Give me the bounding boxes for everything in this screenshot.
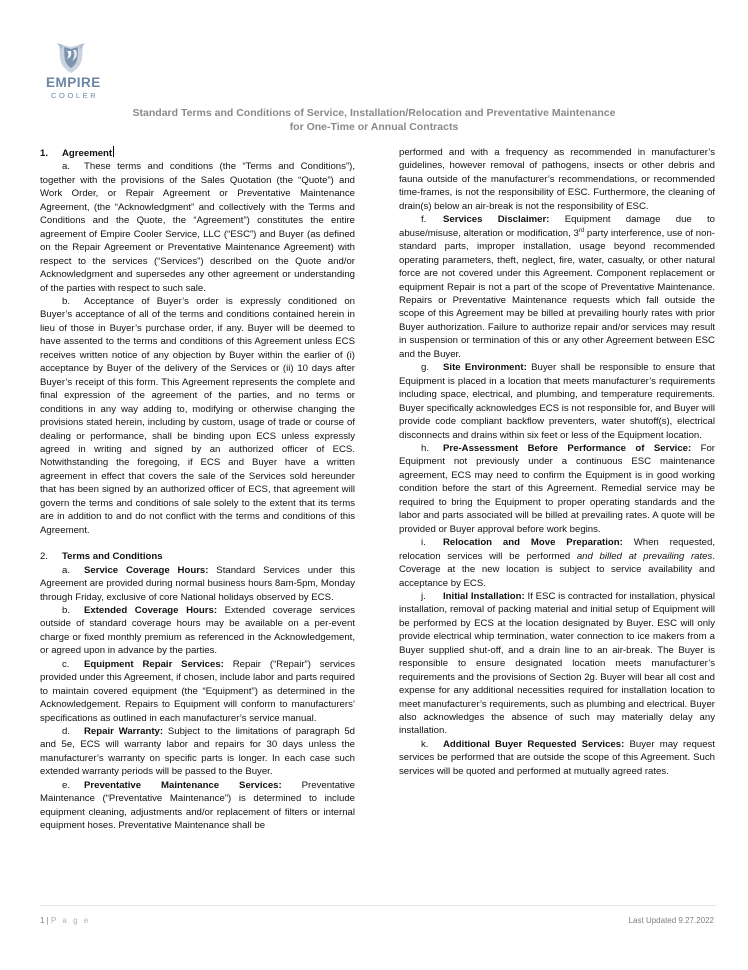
section-heading-terms — [40, 550, 355, 563]
clause-heading: Additional Buyer Requested Services: — [443, 738, 625, 750]
clause-label: b. — [62, 295, 71, 307]
superscript: rd — [578, 227, 585, 234]
clause-1b — [40, 295, 355, 537]
footer-divider — [40, 905, 716, 906]
clause-heading: Pre-Assessment Before Performance of Service: — [443, 442, 692, 454]
clause-heading: Services Disclaimer: — [443, 214, 550, 226]
page-number: 1 — [40, 916, 45, 925]
empire-cooler-shield-icon — [54, 42, 88, 74]
clause-text: When requested, relocation services will be performed — [399, 537, 715, 562]
clause-2e-continued: performed and with a frequency as recommended in manufacturer’s guidelines, however removal of pathogens, insects or other debris and fauna outside of the manufacturer’s recommendations, or recommended time-frames, is not the responsibility of ESC. Furthermore, the cleaning of drain(s) below an air-break is not the responsibility of ESC. — [399, 147, 715, 212]
logo-wordmark-cooler: COOLER — [51, 91, 99, 100]
right-column — [399, 146, 715, 778]
clause-2d — [40, 725, 355, 779]
company-logo — [40, 40, 106, 102]
clause-2a — [40, 564, 355, 604]
clause-heading: Extended Coverage Hours: — [84, 604, 218, 616]
clause-text-cont: party interference, use of non-standard parts, improper installation, usage beyond recommended operating parameters, theft, neglect, fire, water, casualty, or other natural force are not covered under this Agreement. Component replacement or equipment Repair is not a part of the scope of Preventative Maintenance. Repairs or Preventative Maintenance requests which fall outside the scope of this Agreement may be billed at prevailing hourly rates with prior Buyer authorization. Failure to authorize repair and/or services may result in suspension or termination of this or any other Agreement between ESC and the Buyer. — [399, 227, 715, 360]
clause-heading: Initial Installation: — [443, 590, 525, 602]
clause-text: Preventative Maintenance (“Preventative Maintenance”) is determined to include equipment cleaning, adjustments and/or replacement of filters or internal equipment hoses. Preventative Maintenance shall be — [40, 779, 355, 832]
clause-heading: Relocation and Move Preparation: — [443, 537, 623, 549]
footer-last-updated: Last Updated 9.27.2022 — [628, 916, 714, 925]
clause-text: Repair (“Repair”) services provided under this Agreement, if chosen, include labor and parts required to maintain covered equipment (the “Equipment”) as determined in the Acknowledgement. Repairs to Equipment will conform to manufacturers’ specifications as outlined in each manufacturer’s service manual. — [40, 658, 355, 724]
section-heading-agreement — [40, 146, 355, 160]
clause-label: h. — [421, 442, 430, 454]
clause-text: Extended coverage services outside of standard coverage hours may be available on a per-event charge or fixed monthly premium as referenced in the Acknowledgement, or agreed upon in advance by the parties. — [40, 604, 355, 657]
clause-text: Subject to the limitations of paragraph 5d and 5e, ECS will warranty labor and repairs for 30 days unless the manufacturer’s warranty on specific parts is longer. In each case such extended warranty periods will be passed to the Buyer. — [40, 726, 355, 778]
clause-2k — [399, 738, 715, 778]
left-column — [40, 146, 355, 833]
clause-label: e. — [62, 779, 71, 791]
clause-2f — [399, 213, 715, 361]
clause-2b — [40, 604, 355, 658]
section-title: Agreement — [62, 148, 113, 159]
clause-1a — [40, 160, 355, 295]
footer-page-number: 1 | P a g e — [40, 916, 91, 925]
section-title: Terms and Conditions — [62, 551, 163, 563]
clause-2c — [40, 658, 355, 725]
clause-label: g. — [421, 362, 430, 374]
clause-label: i. — [421, 537, 426, 549]
clause-text: Buyer shall be responsible to ensure that Equipment is placed in a location that meets manufacturer’s requirements including space, electrical, and plumbing, and temperature requirements. Buyer specifically acknowledges ECS is not responsible for, and Buyer will provide code compliant backflow preventers, water shutoff(s), electrical disconnects and drains within six feet or less of the Equipment location. — [399, 362, 715, 441]
clause-text: Acceptance of Buyer’s order is expressly conditioned on Buyer’s acceptance of all of the terms and conditions contained herein in lieu of those in Buyer’s purchase order, if any. Buyer will be deemed to have assented to the terms and conditions of this Agreement unless ECS receives written notice of any objection by Buyer within the earlier of (i) acceptance by Buyer of the delivery of the Services or (ii) 10 days after Buyer’s receipt of this form. This Agreement represents the complete and final expression of the agreement of the parties, and no terms or conditions in any way adding to, modifying or otherwise changing the provisions stated herein, including by custom, usage of trade or course of dealing or performance, shall be binding upon ECS unless expressly agreed in writing and signed by an authorized officer of ECS. Notwithstanding the foregoing, if ECS and Buyer have a written agreement in effect that covers the sale of the Services sold hereunder that has been signed by an authorized officer of ECS, that agreement will govern the terms and conditions of sale solely to the extent that its terms are in addition to and do not conflict with the terms and conditions of this Agreement. — [40, 295, 355, 536]
section-number: 1. — [40, 148, 49, 159]
document-title-line2: for One-Time or Annual Contracts — [289, 121, 459, 133]
page-label: P a g e — [50, 916, 91, 925]
clause-text: For Equipment not previously under a continuous ESC maintenance agreement, ECS may need to confirm the Equipment is in good working condition before the start of this Agreement. Remedial service may be required to bring the Equipment to proper operating standards and the labor and parts associated will be billed at prevailing rates. A quote will be provided or Buyer approval before work begins. — [399, 442, 715, 535]
clause-2g — [399, 361, 715, 442]
clause-2j — [399, 590, 715, 738]
clause-heading: Equipment Repair Services: — [84, 658, 224, 670]
clause-2h — [399, 442, 715, 536]
clause-italic-text: and billed at prevailing rates — [576, 550, 713, 562]
logo-wordmark-empire: EMPIRE — [46, 75, 101, 90]
clause-heading: Repair Warranty: — [84, 726, 164, 738]
clause-label: c. — [62, 658, 70, 670]
section-number: 2. — [40, 551, 49, 563]
text-cursor — [113, 146, 114, 157]
clause-text: If ESC is contracted for installation, physical installation, removal of packing material and initial setup of Equipment will be performed by ECS at the location designated by Buyer. ESC will only provide electrical whip termination, water connection to ice makers from a Buyer supplied shut-off, and a drain line to an air-break. The Buyer is responsible to ensure designated location meets manufacturer’s requirements and the provisions of Section 2g. Buyer will bear all cost and expense for any additional necessities required for installation location to meet manufacturer’s requirements, such as plumbing and electrical. Buyer also acknowledges the absence of such may materially delay any installation. — [399, 590, 715, 737]
clause-heading: Preventative Maintenance Services: — [84, 779, 282, 791]
clause-2i — [399, 536, 715, 590]
clause-label: a. — [62, 161, 71, 173]
clause-label: d. — [62, 726, 71, 738]
clause-text: Equipment damage due to abuse/misuse, alteration or modification, 3 — [399, 214, 715, 239]
clause-text: These terms and conditions (the “Terms and Conditions”), together with the provisions of the Sales Quotation (the “Quote”) and Work Order, or Repair Agreement or Preventative Maintenance Agreement, (the “Acknowledgment” and collectively with the Terms and Conditions and the Quote, the “Agreement”) constitutes the entire agreement of Empire Cooler Service, LLC (“ESC”) and Buyer (as defined on the Repair Agreement or Preventative Maintenance Agreement) with respect to the services (“Services”) described on the Quote and/or Acknowledgment and supersedes any other agreement or understanding of the parties with respect to such sale. — [40, 161, 355, 294]
clause-2e — [40, 779, 355, 833]
clause-text: Standard Services under this Agreement are provided during normal business hours 8am-5pm, Monday through Friday, exclusive of core National holidays observed by ECS. — [40, 564, 355, 603]
clause-label: b. — [62, 604, 71, 616]
clause-heading: Service Coverage Hours: — [84, 564, 209, 576]
document-title-line1: Standard Terms and Conditions of Service, Installation/Relocation and Preventative Maintenance — [132, 107, 616, 119]
clause-heading: Site Environment: — [443, 362, 527, 374]
clause-text-cont: . Coverage at the new location is subject to service availability and acceptance by ECS. — [399, 550, 715, 589]
clause-label: f. — [421, 214, 427, 226]
clause-label: a. — [62, 564, 71, 576]
clause-label: j. — [421, 590, 426, 602]
clause-label: k. — [421, 738, 429, 750]
clause-text: Buyer may request services be performed that are outside the scope of this Agreement. Such services will be quoted and performed at mutually agreed rates. — [399, 738, 715, 777]
